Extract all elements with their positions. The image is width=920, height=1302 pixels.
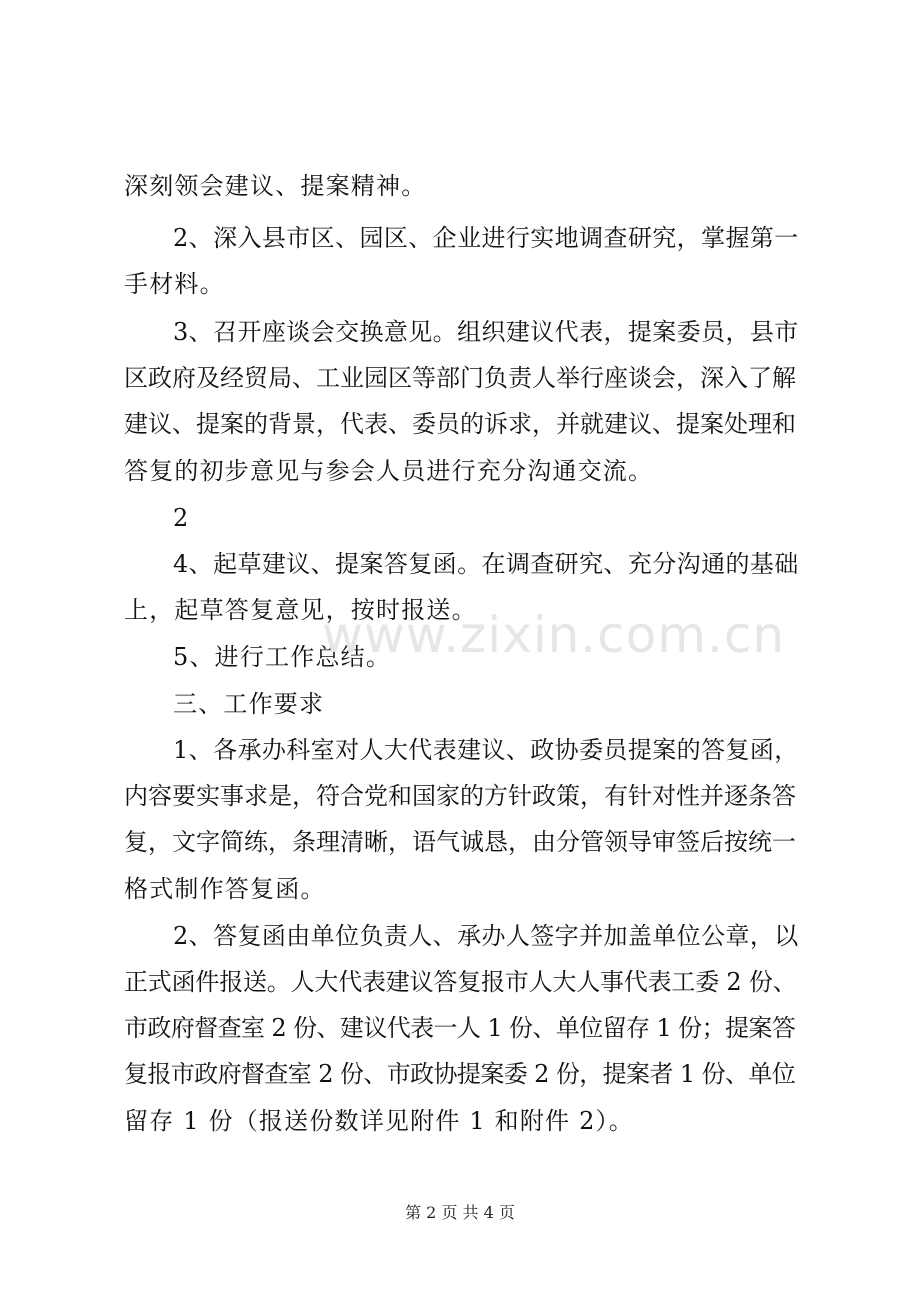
text-line: 答复的初步意见与参会人员进行充分沟通交流。 bbox=[124, 457, 654, 485]
text-line: 深刻领会建议、提案精神。 bbox=[124, 172, 427, 200]
watermark: www.zixin.com.cn bbox=[322, 606, 786, 664]
text-line: 上，起草答复意见，按时报送。 bbox=[124, 596, 477, 624]
text-line: 正式函件报送。人大代表建议答复报市人大人事代表工委 2 份、 bbox=[124, 968, 797, 996]
text-line: 复，文字简练，条理清晰，语气诚恳，由分管领导审签后按统一 bbox=[124, 828, 796, 856]
text-line: 复报市政府督查室 2 份、市政协提案委 2 份，提案者 1 份、单位 bbox=[124, 1060, 796, 1088]
text-line: 2、答复函由单位负责人、承办人签字并加盖单位公章，以 bbox=[173, 922, 799, 950]
text-line: 市政府督查室 2 份、建议代表一人 1 份、单位留存 1 份；提案答 bbox=[124, 1014, 796, 1042]
section-heading: 三、工作要求 bbox=[173, 690, 325, 718]
text-line: 内容要实事求是，符合党和国家的方针政策，有针对性并逐条答 bbox=[124, 782, 796, 810]
page-number-inline: 2 bbox=[173, 504, 190, 532]
page-footer: 第 2 页 共 4 页 bbox=[405, 1203, 515, 1222]
text-line: 建议、提案的背景，代表、委员的诉求，并就建议、提案处理和 bbox=[124, 410, 796, 438]
text-line: 5、进行工作总结。 bbox=[173, 643, 392, 671]
text-line: 2、深入县市区、园区、企业进行实地调查研究，掌握第一 bbox=[173, 224, 799, 252]
text-line: 1、各承办科室对人大代表建议、政协委员提案的答复函， bbox=[173, 736, 799, 764]
text-line: 格式制作答复函。 bbox=[124, 875, 326, 903]
text-line: 区政府及经贸局、工业园区等部门负责人举行座谈会，深入了解 bbox=[124, 364, 796, 392]
text-line: 3、召开座谈会交换意见。组织建议代表，提案委员，县市 bbox=[173, 318, 799, 346]
text-line: 4、起草建议、提案答复函。在调查研究、充分沟通的基础 bbox=[173, 550, 799, 578]
text-line: 留存 1 份（报送份数详见附件 1 和附件 2）。 bbox=[124, 1107, 634, 1135]
text-line: 手材料。 bbox=[124, 270, 225, 298]
